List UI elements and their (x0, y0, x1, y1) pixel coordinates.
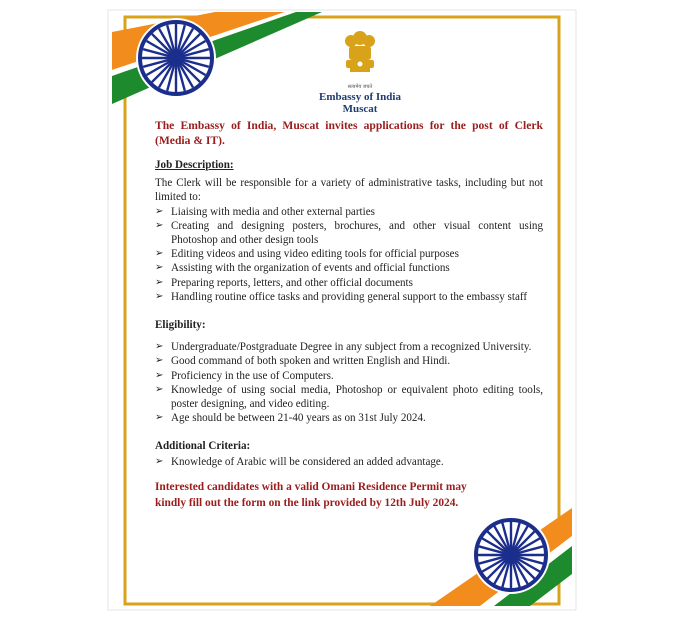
additional-criteria-title: Additional Criteria: (155, 440, 251, 453)
arrow-bullet-icon: ➢ (155, 369, 164, 381)
additional-criteria-list (155, 455, 543, 469)
eligibility-title: Eligibility: (155, 319, 206, 332)
job-description-intro: The Clerk will be responsible for a variety of administrative tasks, including but not limited to: (155, 177, 543, 204)
state-emblem-icon (340, 28, 380, 84)
arrow-bullet-icon: ➢ (155, 455, 164, 467)
emblem-motto: सत्यमेव जयते (347, 84, 373, 90)
arrow-bullet-icon: ➢ (155, 205, 164, 217)
list-item: ➢ Editing videos and using video editing tools for official purposes (155, 248, 459, 261)
embassy-name: Embassy of India (319, 91, 401, 103)
arrow-bullet-icon: ➢ (155, 262, 164, 274)
job-description-title: Job Description: (155, 159, 234, 171)
list-item: ➢ Liaising with media and other external parties (155, 205, 375, 218)
notice-headline: The Embassy of India, Muscat invites applications for the post of Clerk (Media & IT). (155, 119, 543, 147)
list-item: ➢ Age should be between 21-40 years as on 31st July 2024. (155, 412, 426, 425)
arrow-bullet-icon: ➢ (155, 219, 164, 231)
list-item: ➢ Proficiency in the use of Computers. (155, 369, 334, 382)
ashoka-chakra-icon (136, 18, 216, 98)
arrow-bullet-icon: ➢ (155, 290, 164, 302)
embassy-city: Muscat (342, 103, 378, 115)
arrow-bullet-icon: ➢ (155, 341, 164, 353)
closing-note: Interested candidates with a valid Omani Residence Permit may kindly fill out the form on the link provided by 12th July 2024. (155, 480, 467, 509)
list-item: ➢ Handling routine office tasks and providing general support to the embassy staff (155, 290, 528, 303)
arrow-bullet-icon: ➢ (155, 248, 164, 260)
list-item: ➢ Preparing reports, letters, and other official documents (155, 276, 413, 289)
list-item: ➢ Good command of both spoken and written English and Hindi. (155, 355, 451, 368)
list-item: ➢ Knowledge of using social media, Photoshop or equivalent photo editing tools, poster designing, and video editing. (155, 383, 543, 411)
eligibility-list (155, 340, 543, 425)
ashoka-chakra-icon (472, 516, 550, 594)
job-description-list (155, 205, 543, 304)
list-item: ➢ Undergraduate/Postgraduate Degree in any subject from a recognized University. (155, 341, 532, 354)
list-item: ➢ Creating and designing posters, brochures, and other visual content using Photoshop and other design tools (155, 219, 543, 247)
arrow-bullet-icon: ➢ (155, 355, 164, 367)
arrow-bullet-icon: ➢ (155, 276, 164, 288)
list-item: ➢ Knowledge of Arabic will be considered an added advantage. (155, 455, 444, 468)
embassy-header (300, 28, 420, 115)
list-item: ➢ Assisting with the organization of events and official functions (155, 262, 450, 275)
notice-content (155, 118, 543, 522)
arrow-bullet-icon: ➢ (155, 412, 164, 424)
arrow-bullet-icon: ➢ (155, 383, 164, 395)
